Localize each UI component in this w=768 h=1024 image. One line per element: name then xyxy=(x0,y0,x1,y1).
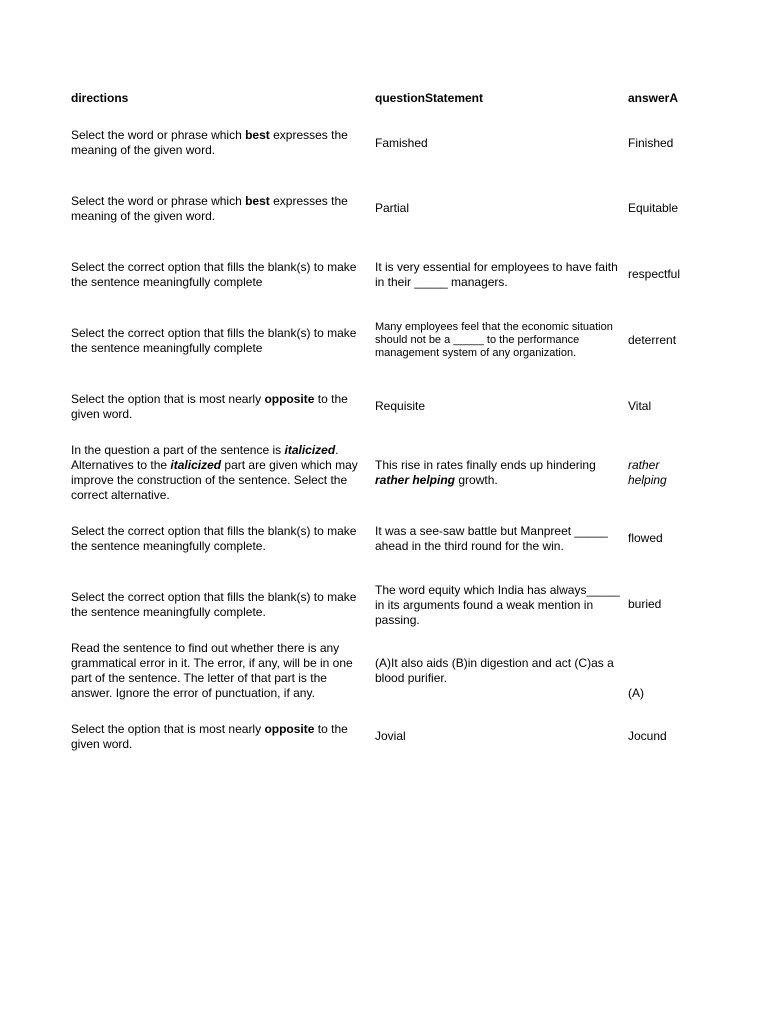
directions-cell: Select the word or phrase which best expresses the meaning of the given word. xyxy=(71,194,348,223)
question-cell: Many employees feel that the economic situation should not be a _____ to the performance management system of any organization. xyxy=(375,321,613,359)
answer-cell: Equitable xyxy=(628,201,679,215)
answer-cell: flowed xyxy=(628,531,663,545)
question-cell: Jovial xyxy=(375,729,406,743)
answer-cell: Finished xyxy=(628,136,674,150)
directions-cell: Select the correct option that fills the blank(s) to make the sentence meaningfully complete xyxy=(71,260,357,289)
header-answer-a: answerA xyxy=(628,91,679,105)
directions-cell: Select the option that is most nearly opposite to the given word. xyxy=(71,392,348,421)
answer-cell: deterrent xyxy=(628,333,677,347)
question-cell: (A)It also aids (B)in digestion and act (C)as a blood purifier. xyxy=(375,656,614,685)
question-cell: Requisite xyxy=(375,399,426,413)
directions-cell: Select the correct option that fills the blank(s) to make the sentence meaningfully complete. xyxy=(71,590,357,619)
question-cell: Partial xyxy=(375,201,410,215)
answer-cell: buried xyxy=(628,597,662,611)
answer-cell: Vital xyxy=(628,399,652,413)
directions-cell: Select the correct option that fills the blank(s) to make the sentence meaningfully complete xyxy=(71,326,357,355)
question-cell: Famished xyxy=(375,136,428,150)
directions-cell: Select the correct option that fills the blank(s) to make the sentence meaningfully complete. xyxy=(71,524,357,553)
directions-cell: Read the sentence to find out whether there is any grammatical error in it. The error, if any, will be in one part of the sentence. The letter of that part is the answer. Ignore the error of punctuation, if any. xyxy=(71,641,353,700)
answer-cell: rather helping xyxy=(628,458,667,487)
answer-cell: Jocund xyxy=(628,729,667,743)
question-cell: It is very essential for employees to have faith in their _____ managers. xyxy=(375,260,618,289)
header-question-statement: questionStatement xyxy=(375,91,484,105)
question-cell: The word equity which India has always_____ in its arguments found a weak mention in passing. xyxy=(375,583,620,627)
directions-cell: Select the option that is most nearly opposite to the given word. xyxy=(71,722,348,751)
question-cell: This rise in rates finally ends up hindering rather helping growth. xyxy=(375,458,596,487)
question-cell: It was a see-saw battle but Manpreet _____ ahead in the third round for the win. xyxy=(375,524,608,553)
answer-cell: respectful xyxy=(628,267,681,281)
header-directions: directions xyxy=(71,91,129,105)
answer-cell: (A) xyxy=(628,686,644,700)
directions-cell: Select the word or phrase which best expresses the meaning of the given word. xyxy=(71,128,348,157)
directions-cell: In the question a part of the sentence is italicized. Alternatives to the italicized part are given which may improve the construction of the sentence. Select the correct alternative. xyxy=(71,443,358,502)
